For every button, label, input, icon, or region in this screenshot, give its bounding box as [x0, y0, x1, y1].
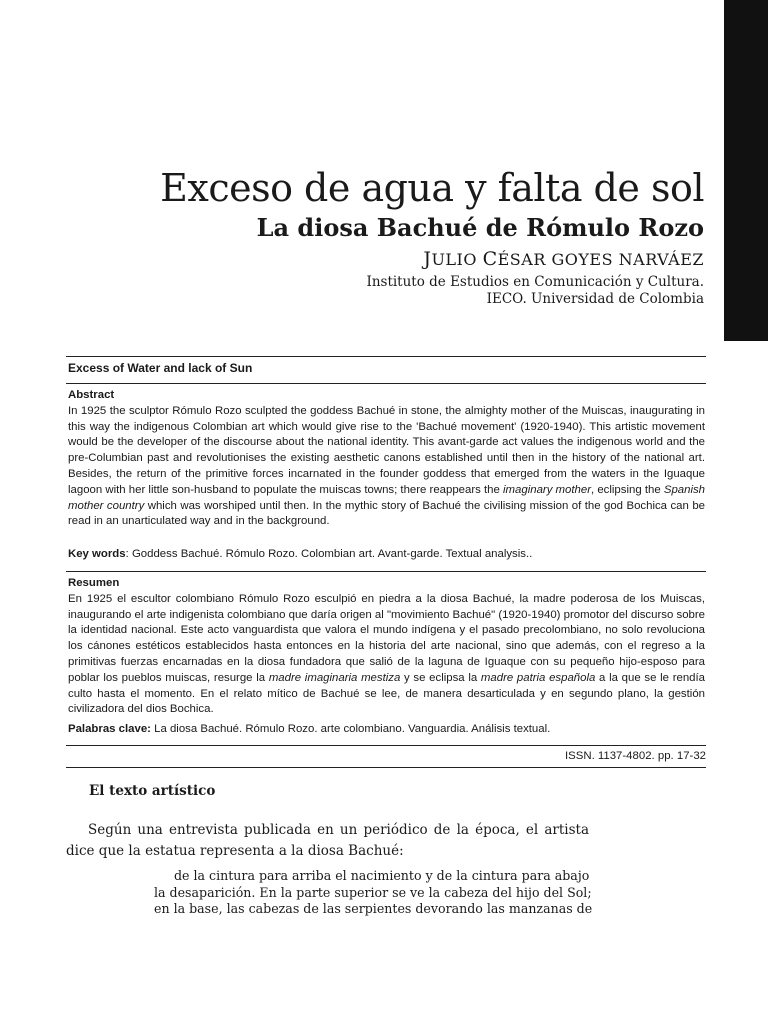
keywords-label: Key words [68, 548, 126, 560]
body-paragraph: Según una entrevista publicada en un periódico de la época, el artista dice que la estatua representa a la diosa Bachué: [66, 822, 589, 859]
english-abstract [68, 388, 705, 530]
quote-line: la desaparición. En la parte superior se ve la cabeza del hijo del Sol; [154, 884, 592, 900]
palabras-clave-text: La diosa Bachué. Rómulo Rozo. arte colombiano. Vanguardia. Análisis textual. [150, 723, 551, 735]
resumen-text-2: y se eclipsa la [400, 671, 481, 684]
abstract-heading: Abstract [68, 389, 115, 401]
rule-issn [66, 745, 706, 746]
palabras-clave-label: Palabras clave: [68, 723, 151, 735]
quote-line: en la base, las cabezas de las serpientes devorando las manzanas de [154, 901, 593, 916]
author-initial-2: C [482, 248, 498, 270]
spanish-resumen [68, 576, 705, 718]
abstract-text-1: In 1925 the sculptor Rómulo Rozo sculpted the goddess Bachué in stone, the almighty mother of the Muiscas, inaugurating in this way the indigenous Colombian art which would give rise to the 'Bachué movement' (1920-1940). This artistic movement would be the developer of the discourse about the national identity. This avant-garde act values the indigenous world and the pre-Columbian past and revolutionises the existing aesthetic canons established until then in the history of the national art. Besides, the return of the primitive forces incarnated in the founder goddess that emerged from the waters in the Iguaque lagoon with her little son-husband to populate the muiscas towns; there reappears the [68, 404, 705, 496]
resumen-text-3: a la que se le rendía culto hasta el momento. En el relato mítico de Bachué se lee, de manera desarticulada y en segundo plano, la gestión civilizadora del dios Bochica. [68, 671, 705, 716]
quote-line: de la cintura para arriba el nacimiento y de la cintura para abajo [174, 868, 590, 883]
rule-english-title [66, 383, 706, 384]
rule-bottom [66, 767, 706, 768]
issn-line: ISSN. 1137-4802. pp. 17-32 [564, 750, 706, 762]
author-name [423, 248, 704, 270]
article-subtitle: La diosa Bachué de Rómulo Rozo [256, 213, 704, 242]
affiliation-line-1: Instituto de Estudios en Comunicación y Cultura. [366, 274, 704, 290]
spanish-keywords [68, 722, 705, 738]
resumen-text-1: En 1925 el escultor colombiano Rómulo Rozo esculpió en piedra a la diosa Bachué, la madre poderosa de los Muiscas, inaugurando el arte indigenista colombiano que daría origen al "movimiento Bachué" (1920-1940) promotor del discurso sobre la identidad nacional. Este acto vanguardista que valora el mundo indígena y el pasado precolombiano, no solo revoluciona los cánones estéticos establecidos hasta entonces en la historia del arte nacional, sino que además, con el regreso a la primitivas fuerzas encarnadas en la diosa fundadora que salió de la laguna de Iguaque con su pequeño hijo-esposo para poblar los pueblos muiscas, resurge la [68, 592, 705, 684]
english-keywords [68, 547, 705, 563]
abstract-emphasis-1: imaginary mother [503, 483, 592, 496]
rule-top [66, 356, 706, 357]
abstract-text-2: , eclipsing the [591, 483, 664, 496]
resumen-emphasis-2: madre patria española [480, 671, 596, 684]
author-part-2: ÉSAR GOYES NARVÁEZ [497, 250, 704, 269]
english-title: Excess of Water and lack of Sun [68, 361, 253, 375]
affiliation-line-2: IECO. Universidad de Colombia [486, 291, 704, 307]
page-edge-tab [724, 0, 768, 341]
author-initial-1: J [423, 248, 432, 270]
section-heading: El texto artístico [89, 783, 216, 799]
abstract-emphasis-2: Spanish mother country [68, 483, 706, 512]
article-title: Exceso de agua y falta de sol [160, 166, 704, 210]
rule-resumen [66, 571, 706, 572]
author-affiliation [366, 274, 704, 308]
resumen-heading: Resumen [68, 577, 120, 589]
author-part-1: ULIO [431, 250, 483, 269]
resumen-emphasis-1: madre imaginaria mestiza [268, 671, 401, 684]
keywords-text: : Goddess Bachué. Rómulo Rozo. Colombian art. Avant-garde. Textual analysis.. [125, 548, 533, 560]
abstract-text-3: which was worshiped until then. In the mythic story of Bachué the civilising mission of the god Bochica can be read in an unarticulated way and in the background. [68, 499, 705, 528]
block-quote [154, 868, 593, 918]
